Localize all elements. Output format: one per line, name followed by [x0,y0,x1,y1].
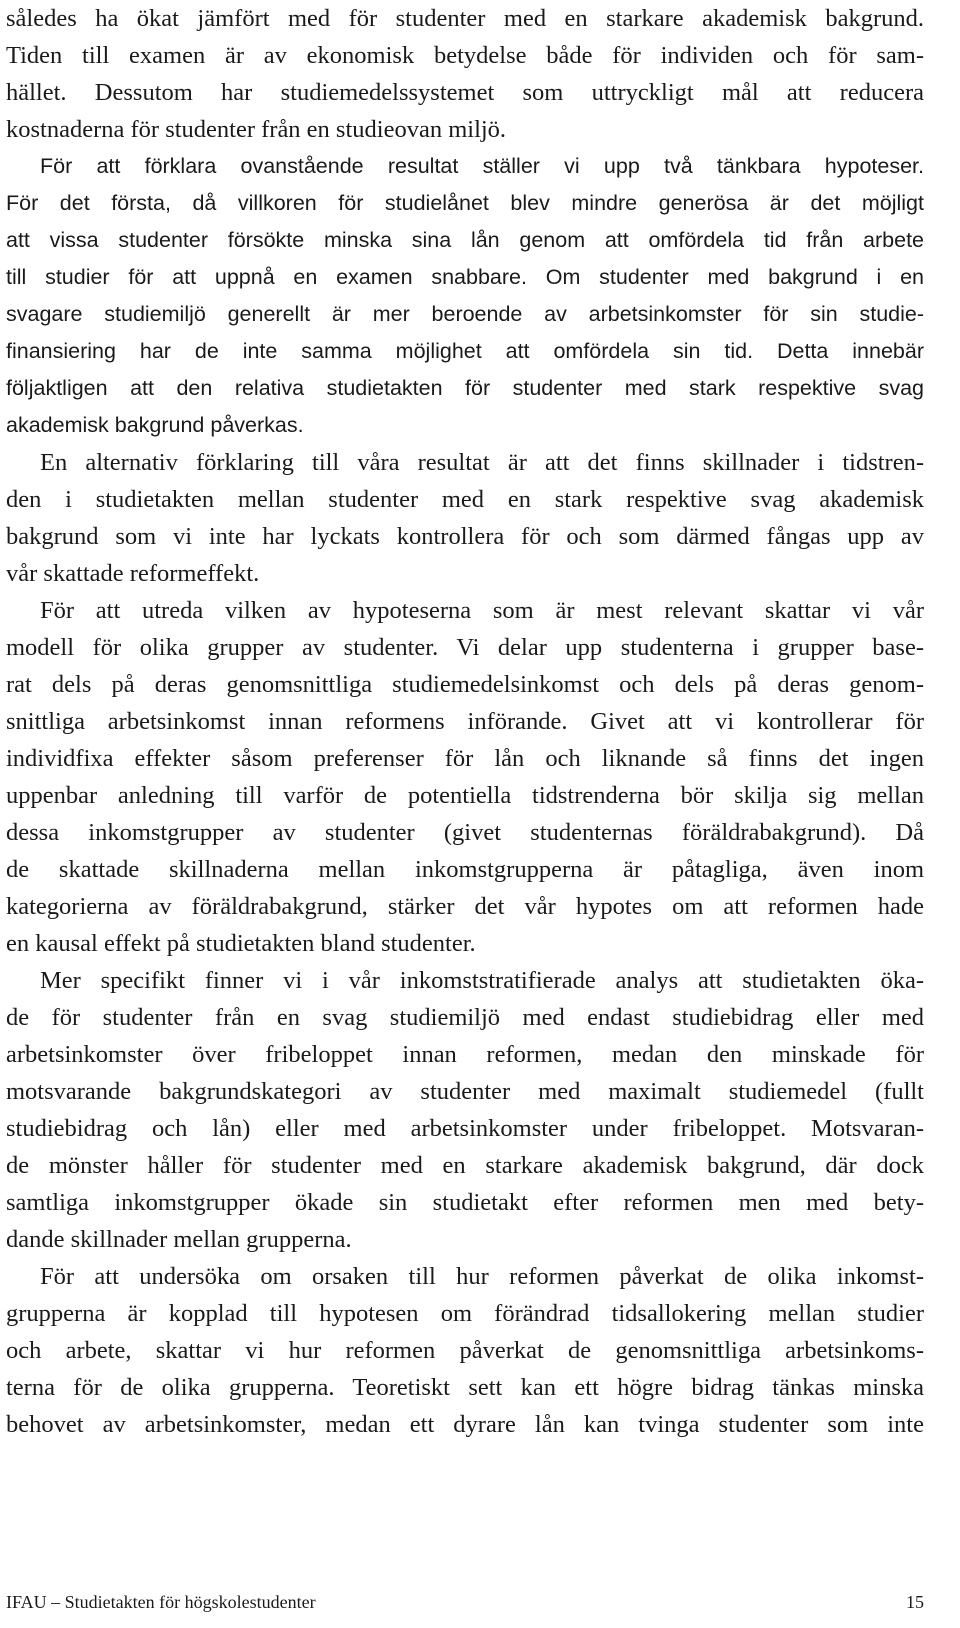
text-line: studiebidrag och lån) eller med arbetsinkomster under fribeloppet. Motsvaran- [6,1115,924,1142]
text-line: behovet av arbetsinkomster, medan ett dyrare lån kan tvinga studenter som inte [6,1411,924,1438]
paragraph-3 [6,444,924,592]
text-line: arbetsinkomster över fribeloppet innan reformen, medan den minskade för [6,1041,924,1068]
document-body [6,0,924,1443]
text-line: individfixa effekter såsom preferenser för lån och liknande så finns det ingen [6,745,924,772]
text-line: motsvarande bakgrundskategori av studenter med maximalt studiemedel (fullt [6,1078,924,1105]
text-line: snittliga arbetsinkomst innan reformens införande. Givet att vi kontrollerar för [6,708,924,735]
text-line: Tiden till examen är av ekonomisk betydelse både för individen och för sam- [6,42,924,69]
paragraph-6 [6,1258,924,1443]
paragraph-4 [6,592,924,962]
text-line: För att undersöka om orsaken till hur reformen påverkat de olika inkomst- [40,1263,924,1290]
text-line: grupperna är kopplad till hypotesen om förändrad tidsallokering mellan studier [6,1300,924,1327]
text-line: svagare studiemiljö generellt är mer beroende av arbetsinkomster för sin studie- [6,302,924,326]
text-line: den i studietakten mellan studenter med en stark respektive svag akademisk [6,486,924,513]
text-line: kostnaderna för studenter från en studieovan miljö. [6,116,507,143]
text-line: de skattade skillnaderna mellan inkomstgrupperna är påtagliga, även inom [6,856,924,883]
text-line: vår skattade reformeffekt. [6,560,260,587]
text-line: En alternativ förklaring till våra resultat är att det finns skillnader i tidstren- [40,449,924,476]
text-line: hället. Dessutom har studiemedelssystemet som uttryckligt mål att reducera [6,79,924,106]
text-line: att vissa studenter försökte minska sina lån genom att omfördela tid från arbete [6,228,924,252]
text-line: rat dels på deras genomsnittliga studiemedelsinkomst och dels på deras genom- [6,671,924,698]
paragraph-5 [6,962,924,1258]
text-line: bakgrund som vi inte har lyckats kontrollera för och som därmed fångas upp av [6,523,924,550]
text-line: dande skillnader mellan grupperna. [6,1226,352,1253]
text-line: uppenbar anledning till varför de potentiella tidstrenderna bör skilja sig mellan [6,782,924,809]
page-number: 15 [906,1592,924,1612]
text-line: en kausal effekt på studietakten bland studenter. [6,930,476,957]
text-line: För att utreda vilken av hypoteserna som är mest relevant skattar vi vår [40,597,924,624]
text-line: finansiering har de inte samma möjlighet att omfördela sin tid. Detta innebär [6,339,924,363]
text-line: till studier för att uppnå en examen snabbare. Om studenter med bakgrund i en [6,265,924,289]
text-line: Mer specifikt finner vi i vår inkomststratifierade analys att studietakten öka- [40,967,924,994]
paragraph-2 [6,148,924,444]
text-line: och arbete, skattar vi hur reformen påverkat de genomsnittliga arbetsinkoms- [6,1337,924,1364]
text-line: således ha ökat jämfört med för studenter med en starkare akademisk bakgrund. [6,5,924,32]
text-line: kategorierna av föräldrabakgrund, stärker det vår hypotes om att reformen hade [6,893,924,920]
paragraph-1 [6,0,924,148]
text-line: akademisk bakgrund påverkas. [6,413,304,437]
text-line: de mönster håller för studenter med en starkare akademisk bakgrund, där dock [6,1152,924,1179]
text-line: de för studenter från en svag studiemiljö med endast studiebidrag eller med [6,1004,924,1031]
text-line: samtliga inkomstgrupper ökade sin studietakt efter reformen men med bety- [6,1189,924,1216]
text-line: terna för de olika grupperna. Teoretiskt sett kan ett högre bidrag tänkas minska [6,1374,924,1401]
footer-title: IFAU – Studietakten för högskolestudenter [6,1592,316,1612]
text-line: dessa inkomstgrupper av studenter (givet studenternas föräldrabakgrund). Då [6,819,924,846]
text-line: modell för olika grupper av studenter. Vi delar upp studenterna i grupper base- [6,634,924,661]
text-line: För det första, då villkoren för studielånet blev mindre generösa är det möjligt [6,191,924,215]
page-footer [6,1590,924,1614]
text-line: följaktligen att den relativa studietakten för studenter med stark respektive svag [6,376,924,400]
text-line: För att förklara ovanstående resultat ställer vi upp två tänkbara hypoteser. [40,154,924,178]
